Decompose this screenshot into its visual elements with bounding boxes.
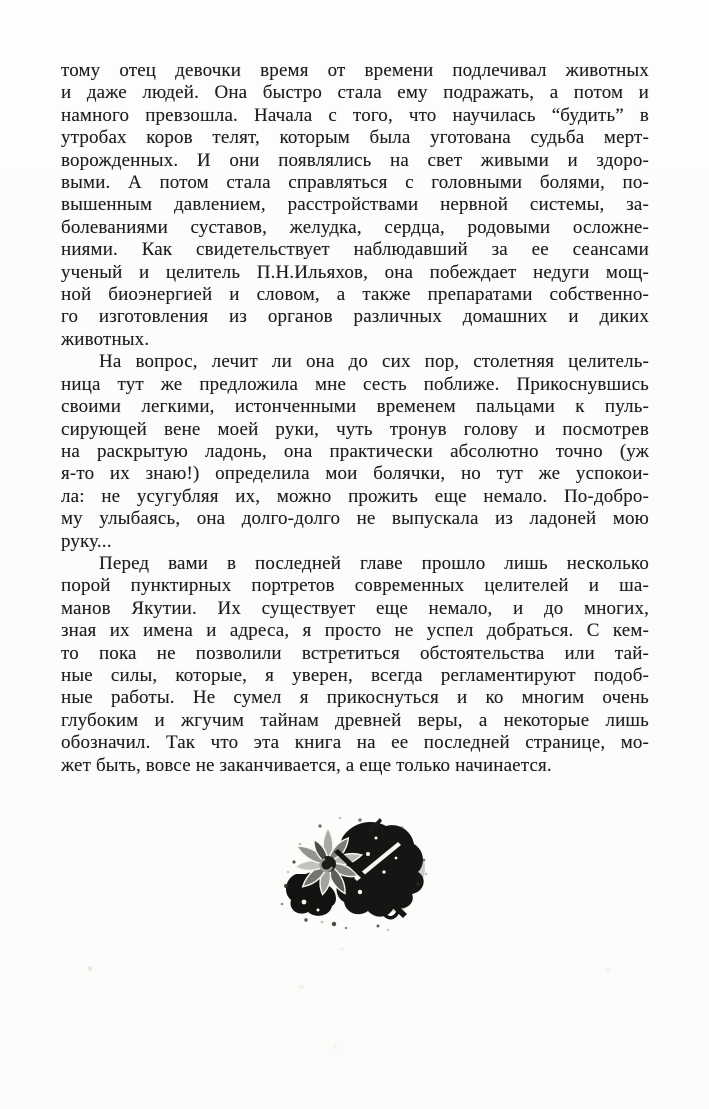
scan-speck <box>333 1044 337 1049</box>
text-line: ниями. Как свидетельствует наблюдавший за ее сеансами <box>61 239 649 261</box>
text-line: На вопрос, лечит ли она до сих пор, столетняя целитель- <box>99 351 649 373</box>
text-line: го изготовления из органов различных домашних и диких <box>61 306 649 328</box>
text-line: вышенным давлением, расстройствами нервной системы, за- <box>61 194 649 216</box>
text-line: ные работы. Не сумел я прикоснуться и ко многим очень <box>61 687 649 709</box>
text-line: зная их имена и адреса, я просто не успел добраться. С кем- <box>61 620 649 642</box>
text-line: жет быть, вовсе не заканчивается, а еще только начинается. <box>61 754 552 776</box>
text-line: обозначил. Так что эта книга на ее последней странице, мо- <box>61 732 649 754</box>
text-line: и даже людей. Она быстро стала ему подражать, а потом и <box>61 82 649 104</box>
text-line: манов Якутии. Их существует еще немало, и до многих, <box>61 597 649 619</box>
text-block <box>61 60 649 777</box>
text-line: ворожденных. И они появлялись на свет живыми и здоро- <box>61 149 649 171</box>
text-line: утробах коров телят, которым была уготована судьба мерт- <box>61 127 649 149</box>
scan-speck <box>88 966 92 971</box>
text-line: то пока не позволили встретиться обстоятельства или тай- <box>61 642 649 664</box>
text-line: тому отец девочки время от времени подлечивал животных <box>61 60 649 81</box>
text-line: своими легкими, истонченными временем пальцами к пуль- <box>61 396 649 418</box>
text-line: ница тут же предложила мне сесть поближе. Прикоснувшись <box>61 373 649 395</box>
text-line: порой пунктирных портретов современных целителей и ша- <box>61 575 649 597</box>
flower-ornament-icon <box>276 814 431 936</box>
text-line: ла: не усугубляя их, можно прожить еще немало. По-добро- <box>61 485 649 507</box>
text-line: Перед вами в последней главе прошло лишь несколько <box>99 552 649 574</box>
text-line: я-то их знаю!) определила мои болячки, но тут же успокои- <box>61 463 649 485</box>
text-line: намного превзошла. Начала с того, что научилась “будить” в <box>61 104 649 126</box>
scan-speck <box>606 968 610 972</box>
text-line: животных. <box>61 328 150 350</box>
text-line: болеваниями суставов, желудка, сердца, родовыми осложне- <box>61 216 649 238</box>
scan-speck <box>340 947 345 951</box>
text-line: руку... <box>61 530 112 552</box>
text-line: на раскрытую ладонь, она практически абсолютно точно (уж <box>61 440 649 462</box>
text-line: ной биоэнергией и словом, а также препаратами собственно- <box>61 284 649 306</box>
text-line: ученый и целитель П.Н.Ильяхов, она побеждает недуги мощ- <box>61 261 649 283</box>
scan-speck <box>299 985 304 989</box>
text-line: ные силы, которые, я уверен, всегда регламентируют подоб- <box>61 664 649 686</box>
text-line: му улыбаясь, она долго-долго не выпускала из ладоней мою <box>61 508 649 530</box>
text-line: выми. А потом стала справляться с головными болями, по- <box>61 172 649 194</box>
text-line: сирующей вене моей руки, чуть тронув голову и посмотрев <box>61 418 649 440</box>
text-line: глубоким и жгучим тайнам древней веры, а некоторые лишь <box>61 709 649 731</box>
